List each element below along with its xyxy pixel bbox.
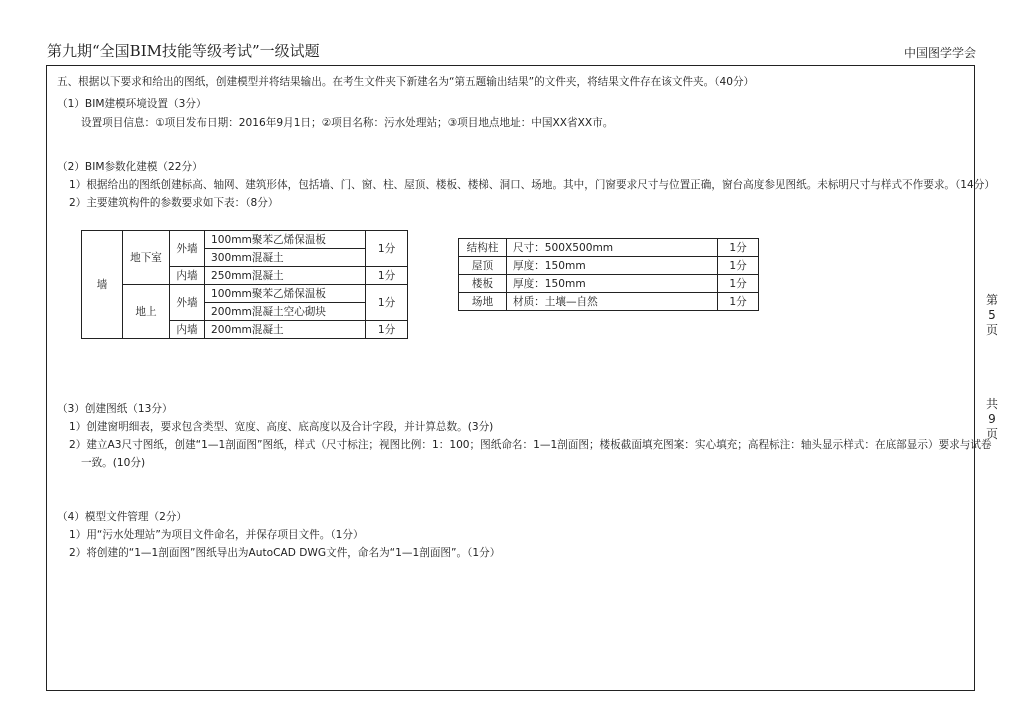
score-cell: 1分 bbox=[718, 257, 759, 275]
section-2-item-2: 2）主要建筑构件的参数要求如下表：（8分） bbox=[69, 197, 279, 209]
score-cell: 1分 bbox=[366, 267, 408, 285]
score-cell: 1分 bbox=[366, 231, 408, 267]
structure-table bbox=[458, 238, 759, 311]
table-row bbox=[459, 275, 759, 293]
table-cell: 100mm聚苯乙烯保温板 bbox=[205, 285, 366, 303]
inner-wall-cell: 内墙 bbox=[170, 321, 205, 339]
section-1-title: （1）BIM建模环境设置（3分） bbox=[57, 98, 207, 110]
score-cell: 1分 bbox=[718, 275, 759, 293]
section-3-title: （3）创建图纸（13分） bbox=[57, 403, 173, 415]
wall-cell: 墙 bbox=[82, 231, 123, 339]
table-row bbox=[459, 239, 759, 257]
question-intro: 五、根据以下要求和给出的图纸，创建模型并将结果输出。在考生文件夹下新建名为“第五题输出结果”的文件夹，将结果文件存在该文件夹。（40分） bbox=[57, 76, 755, 88]
section-4-item-1: 1）用“污水处理站”为项目文件命名，并保存项目文件。（1分） bbox=[69, 529, 364, 541]
table-cell: 结构柱 bbox=[459, 239, 507, 257]
section-3-item-1: 1）创建窗明细表，要求包含类型、宽度、高度、底高度以及合计字段，并计算总数。(3分) bbox=[69, 421, 494, 433]
table-cell: 屋顶 bbox=[459, 257, 507, 275]
table-cell: 材质：土壤—自然 bbox=[507, 293, 718, 311]
inner-wall-cell: 内墙 bbox=[170, 267, 205, 285]
page-total: 共 9 页 bbox=[985, 397, 998, 441]
table-row bbox=[459, 257, 759, 275]
table-cell: 厚度：150mm bbox=[507, 275, 718, 293]
section-4-item-2: 2）将创建的“1—1剖面图”图纸导出为AutoCAD DWG文件，命名为“1—1剖面图”。（1分） bbox=[69, 547, 501, 559]
wall-table bbox=[81, 230, 408, 339]
exam-title: 第九期“全国BIM技能等级考试”一级试题 bbox=[47, 42, 320, 60]
table-cell: 尺寸：500X500mm bbox=[507, 239, 718, 257]
outer-wall-cell: 外墙 bbox=[170, 285, 205, 321]
section-3-item-2-continued: 一致。(10分) bbox=[81, 457, 146, 469]
score-cell: 1分 bbox=[718, 293, 759, 311]
table-cell: 100mm聚苯乙烯保温板 bbox=[205, 231, 366, 249]
section-1-item: 设置项目信息：①项目发布日期：2016年9月1日；②项目名称：污水处理站；③项目地点地址：中国XX省XX市。 bbox=[81, 117, 614, 129]
basement-cell: 地下室 bbox=[123, 231, 170, 285]
section-4-title: （4）模型文件管理（2分） bbox=[57, 511, 188, 523]
page-number: 第 5 页 bbox=[985, 293, 998, 337]
table-row bbox=[459, 293, 759, 311]
outer-wall-cell: 外墙 bbox=[170, 231, 205, 267]
above-ground-cell: 地上 bbox=[123, 285, 170, 339]
table-cell: 200mm混凝土空心砌块 bbox=[205, 303, 366, 321]
table-cell: 200mm混凝土 bbox=[205, 321, 366, 339]
section-2-title: （2）BIM参数化建模（22分） bbox=[57, 161, 203, 173]
score-cell: 1分 bbox=[366, 321, 408, 339]
organization-name: 中国图学学会 bbox=[903, 46, 976, 60]
table-cell: 厚度：150mm bbox=[507, 257, 718, 275]
table-cell: 300mm混凝土 bbox=[205, 249, 366, 267]
table-cell: 250mm混凝土 bbox=[205, 267, 366, 285]
score-cell: 1分 bbox=[366, 285, 408, 321]
score-cell: 1分 bbox=[718, 239, 759, 257]
section-2-item-1: 1）根据给出的图纸创建标高、轴网、建筑形体，包括墙、门、窗、柱、屋顶、楼板、楼梯、洞口、场地。其中，门窗要求尺寸与位置正确，窗台高度参见图纸。未标明尺寸与样式不作要求。（14分） bbox=[69, 179, 995, 191]
section-3-item-2: 2）建立A3尺寸图纸，创建“1—1剖面图”图纸，样式（尺寸标注；视图比例：1：100；图纸命名：1—1剖面图；楼板截面填充图案：实心填充；高程标注：轴头显示样式：在底部显示）要求与试卷 bbox=[69, 439, 992, 451]
table-cell: 楼板 bbox=[459, 275, 507, 293]
table-cell: 场地 bbox=[459, 293, 507, 311]
